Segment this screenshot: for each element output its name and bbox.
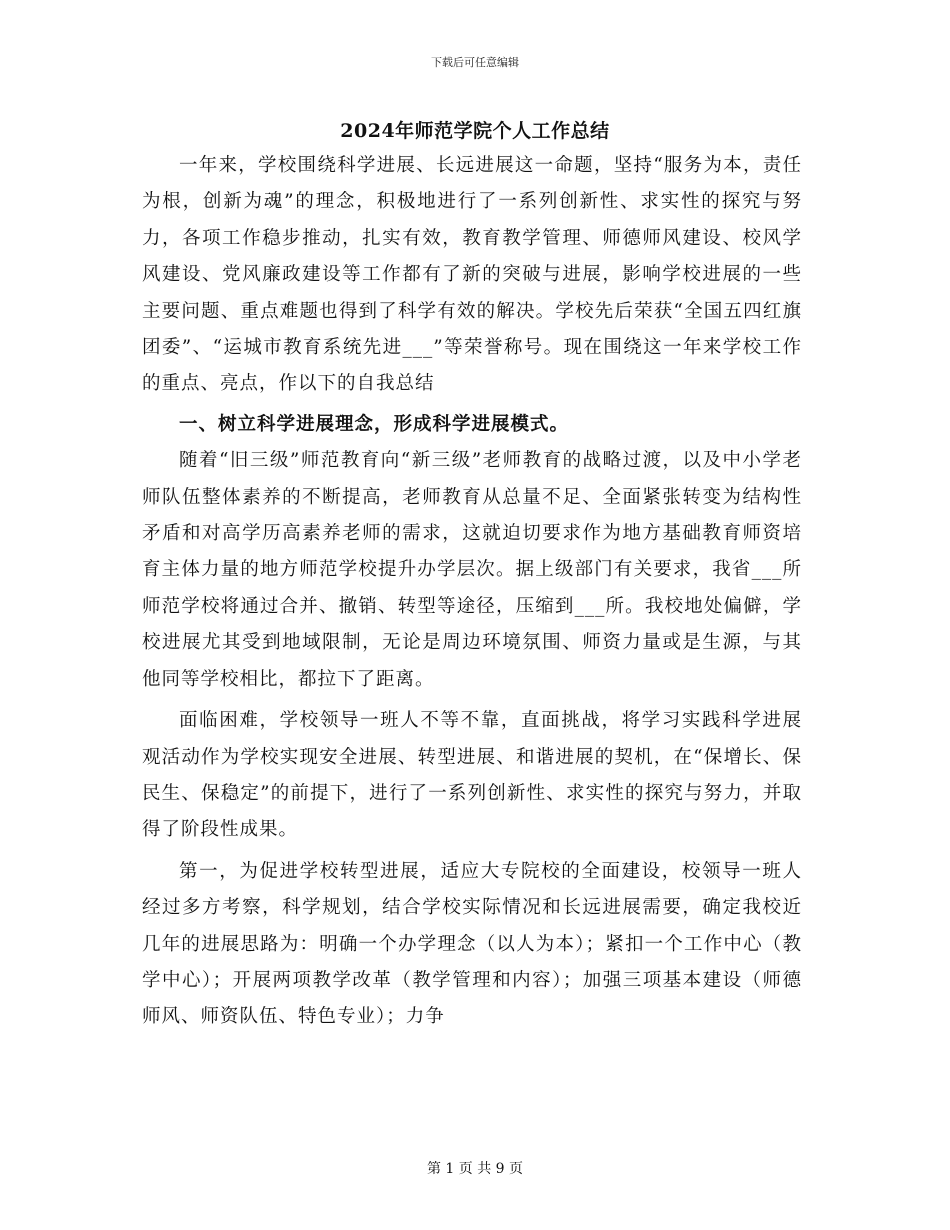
document-title: 2024年师范学院个人工作总结 [340,120,610,142]
page-header-note: 下载后可任意编辑 [431,56,519,69]
section-heading-1: 一、树立科学进展理念，形成科学进展模式。 [179,413,570,435]
paragraph-challenges: 面临困难，学校领导一班人不等不靠，直面挑战，将学习实践科学进展观活动作为学校实现安全进展、转型进展、和谐进展的契机，在“保增长、保民生、保稳定”的前提下，进行了一系列创新性、求实性的探究与努力，并取得了阶段性成果。 [142,710,802,841]
page-number: 第 1 页 共 9 页 [426,1161,524,1177]
paragraph-intro: 一年来，学校围绕科学进展、长远进展这一命题，坚持“服务为本，责任为根，创新为魂”的理念，积极地进行了一系列创新性、求实性的探究与努力，各项工作稳步推动，扎实有效，教育教学管理、师德师风建设、校风学风建设、党风廉政建设等工作都有了新的突破与进展，影响学校进展的一些主要问题、重点难题也得到了科学有效的解决。学校先后荣获“全国五四红旗团委”、“运城市教育系统先进___”等荣誉称号。现在围绕这一年来学校工作的重点、亮点，作以下的自我总结 [142,155,802,395]
paragraph-background: 随着“旧三级”师范教育向“新三级”老师教育的战略过渡，以及中小学老师队伍整体素养的不断提高，老师教育从总量不足、全面紧张转变为结构性矛盾和对高学历高素养老师的需求，这就迫切要求作为地方基础教育师资培育主体力量的地方师范学校提升办学层次。据上级部门有关要求，我省___所师范学校将通过合并、撤销、转型等途径，压缩到___所。我校地处偏僻，学校进展尤其受到地域限制，无论是周边环境氛围、师资力量或是生源，与其他同等学校相比，都拉下了距离。 [142,450,802,690]
paragraph-first-measure: 第一，为促进学校转型进展，适应大专院校的全面建设，校领导一班人经过多方考察，科学规划，结合学校实际情况和长远进展需要，确定我校近几年的进展思路为：明确一个办学理念（以人为本）；紧扣一个工作中心（教学中心）；开展两项教学改革（教学管理和内容）；加强三项基本建设（师德师风、师资队伍、特色专业）；力争 [142,860,802,1028]
document-body [142,148,802,1036]
